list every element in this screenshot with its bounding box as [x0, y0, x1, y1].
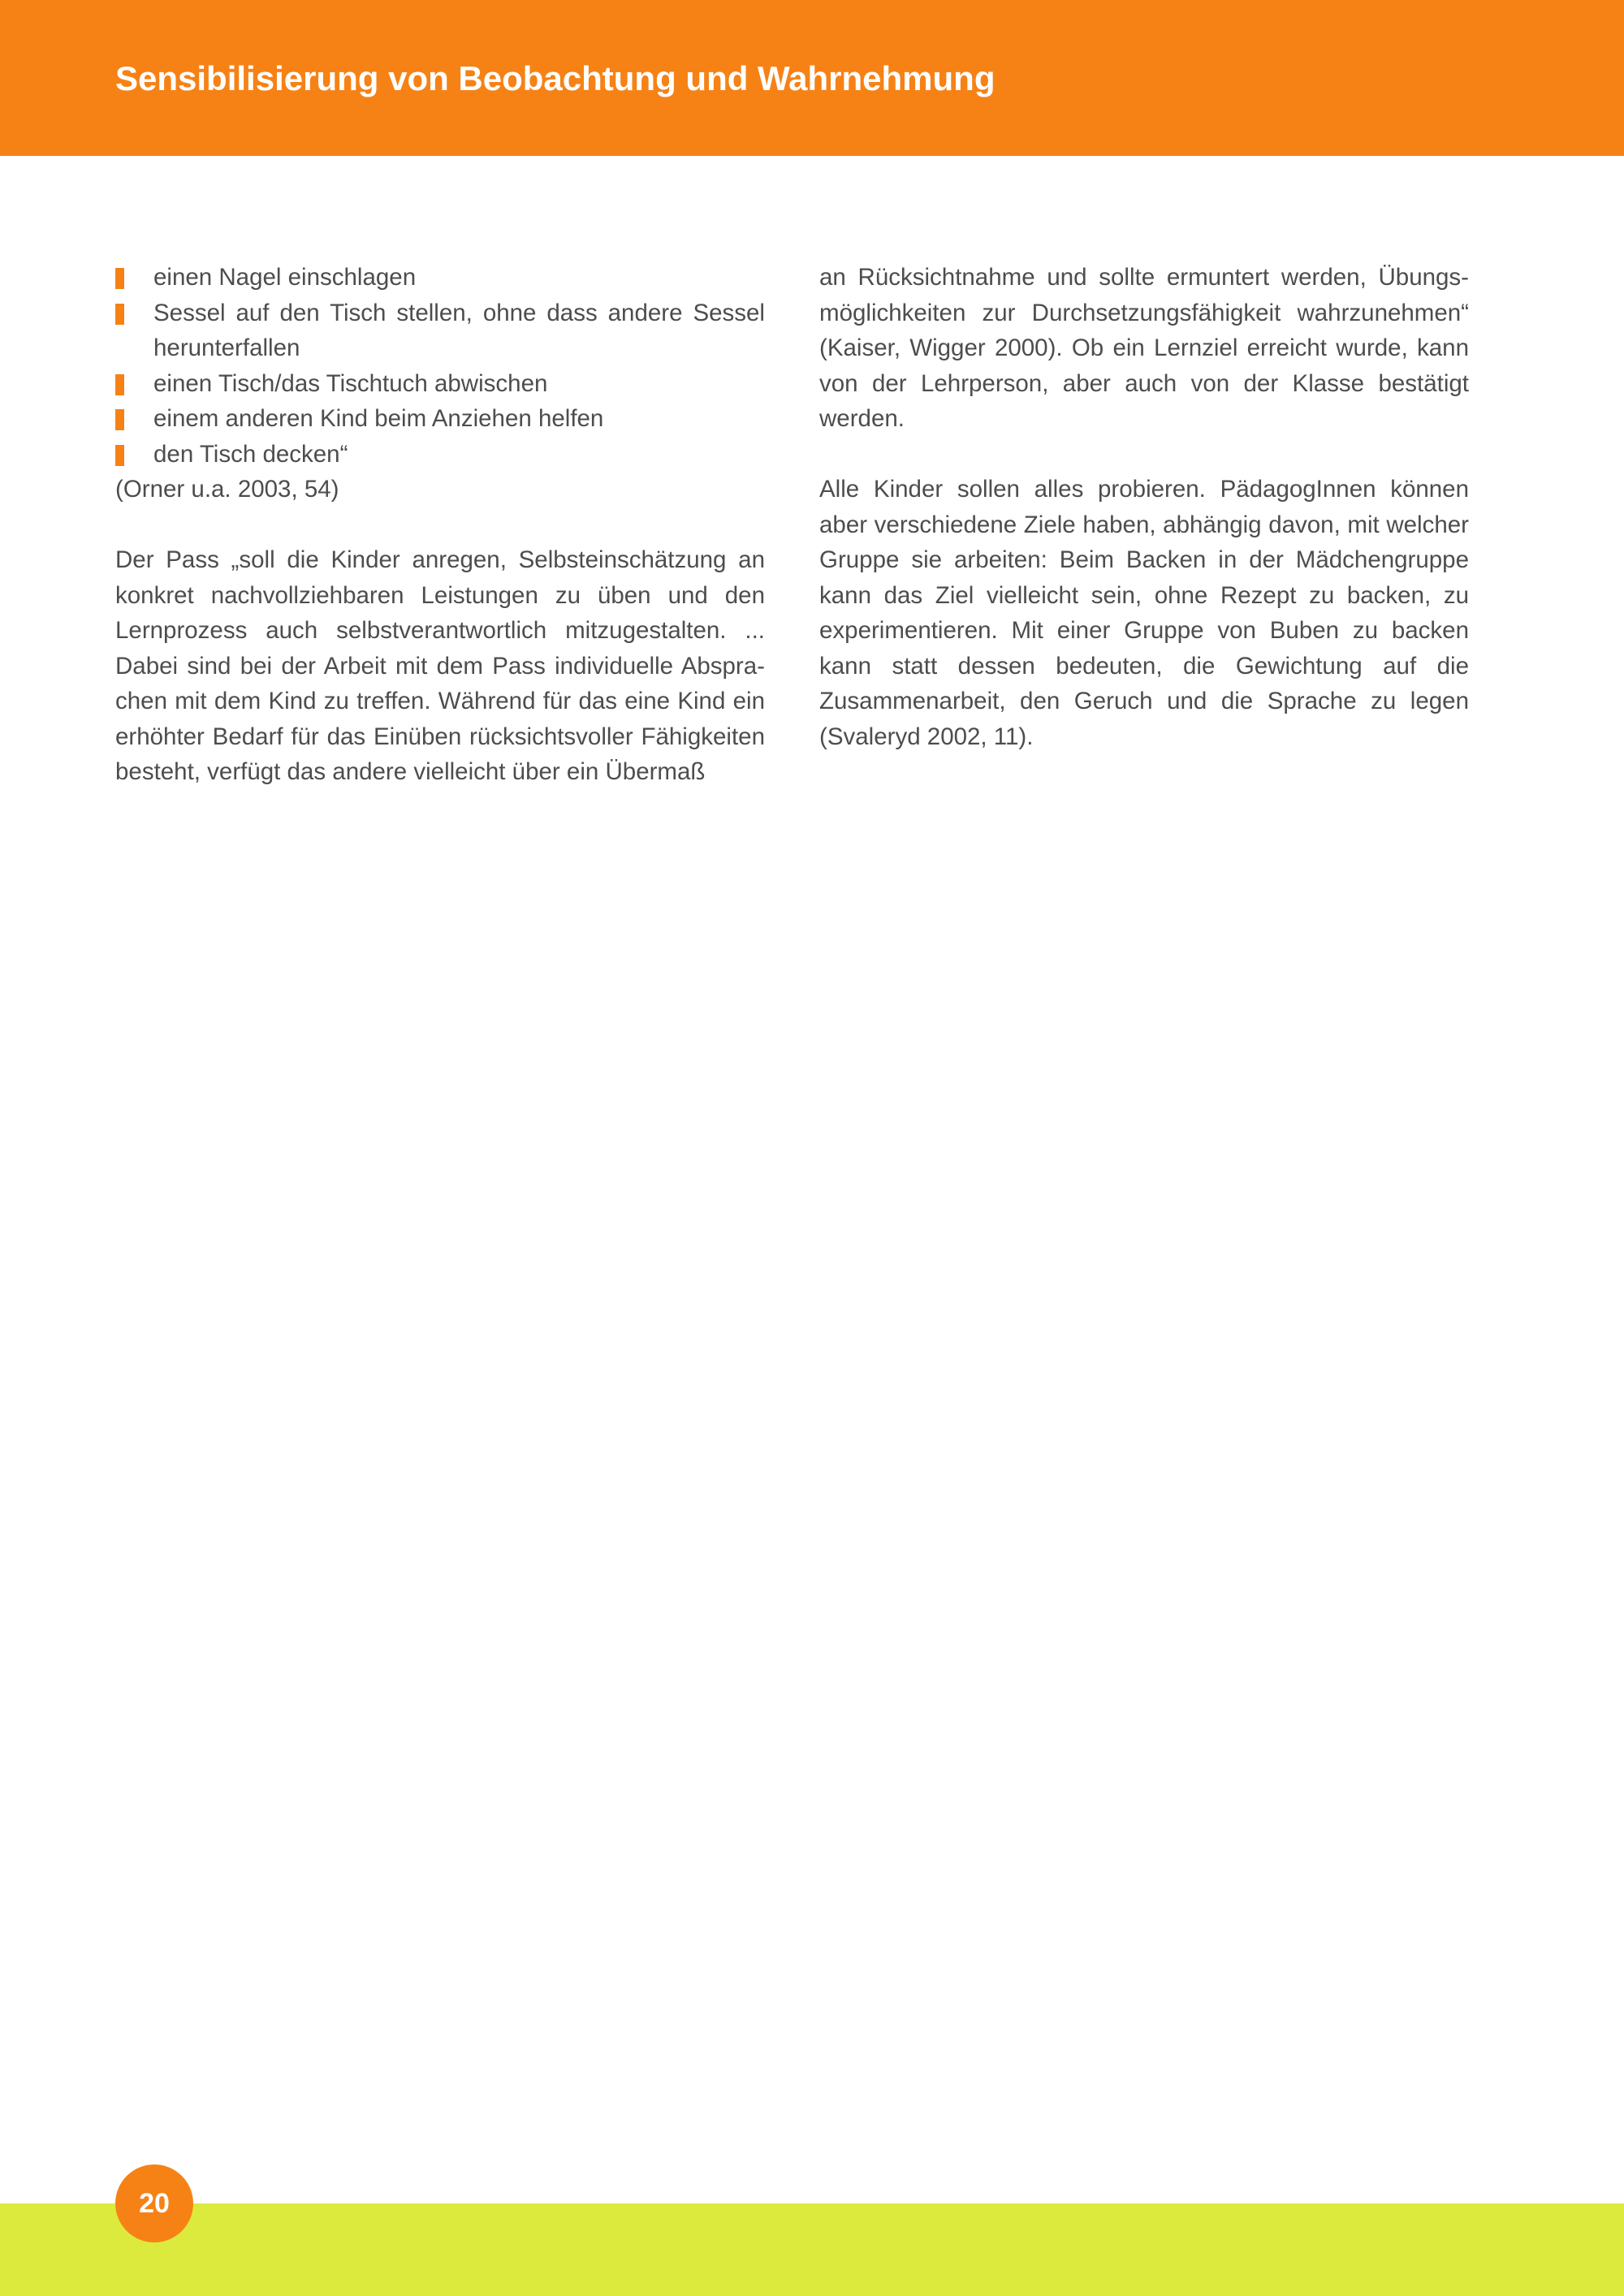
bullet-marker-icon	[115, 304, 124, 325]
list-item-text: Sessel auf den Tisch stellen, ohne dass andere Sessel herunterfallen	[153, 299, 765, 361]
page-title: Sensibilisierung von Beobachtung und Wahrnehmung	[115, 59, 996, 97]
bullet-marker-icon	[115, 268, 124, 289]
bullet-list	[115, 260, 765, 472]
page-number-badge: 20	[115, 2164, 193, 2242]
list-item	[115, 296, 765, 366]
list-item	[115, 437, 765, 473]
bullet-marker-icon	[115, 374, 124, 395]
list-item	[115, 366, 765, 402]
bullet-marker-icon	[115, 409, 124, 430]
left-column	[115, 260, 765, 790]
body-paragraph-goals: Alle Kinder sollen alles probieren. PädagogInnen können aber verschiedene Ziele haben, abhängig davon, mit welcher Gruppe sie arbeiten: Beim Backen in der Mädchengruppe kann das Ziel vielleicht sein, ohne Rezept zu backen, zu experimentieren. Mit einer Gruppe von Buben zu backen kann statt dessen bedeuten, die Gewichtung auf die Zusammenarbeit, den Geruch und die Sprache zu legen (Svaleryd 2002, 11).	[819, 476, 1469, 750]
bullet-marker-icon	[115, 445, 124, 466]
right-column	[819, 260, 1469, 754]
list-item-text: einen Nagel einschlagen	[153, 264, 417, 291]
list-citation: (Orner u.a. 2003, 54)	[115, 476, 339, 503]
header-band	[0, 0, 1624, 156]
list-item	[115, 260, 765, 296]
list-item-text: einem anderen Kind beim Anziehen helfen	[153, 405, 604, 432]
footer-band	[0, 2203, 1624, 2296]
body-paragraph-pass: Der Pass „soll die Kinder anregen, Selbsteinschätzung an konkret nachvollziehbaren Leistungen zu üben und den Lernprozess auch selbstverantwortlich mitzugestalten. ... Dabei sind bei der Arbeit mit dem Pass individuelle Absprachen mit dem Kind zu treffen. Während für das eine Kind ein erhöhter Bedarf für das Einüben rücksichtsvoller Fähigkeiten besteht, verfügt das andere vielleicht über ein Übermaß	[115, 546, 765, 785]
body-paragraph-continuation: an Rücksichtnahme und sollte ermuntert werden, Übungsmöglichkeiten zur Durchsetzungsfähigkeit wahrzunehmen“ (Kaiser, Wigger 2000). Ob ein Lernziel erreicht wurde, kann von der Lehrperson, aber auch von der Klasse bestätigt werden.	[819, 264, 1469, 432]
list-item-text: den Tisch decken“	[153, 440, 348, 468]
list-item-text: einen Tisch/das Tischtuch abwischen	[153, 369, 548, 397]
list-item	[115, 401, 765, 437]
